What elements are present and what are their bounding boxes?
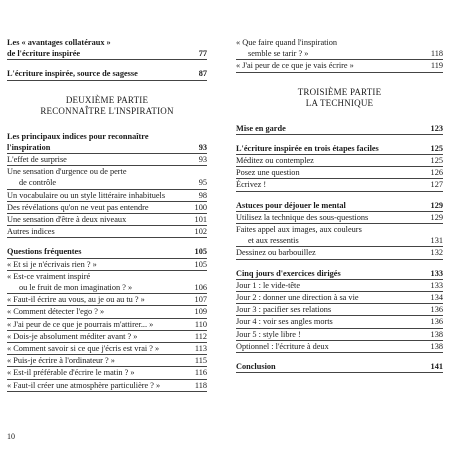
toc-entry-page: 100 (194, 202, 207, 212)
toc-entry-page: 125 (430, 143, 443, 153)
toc-entry (236, 155, 443, 166)
toc-entry-title: « Que faire quand l'inspiration (236, 38, 338, 47)
toc-entry-page: 102 (194, 227, 207, 237)
toc-chapter-entry (7, 68, 207, 79)
toc-entry (7, 355, 207, 366)
toc-entry-page: 131 (430, 236, 443, 246)
spacer (7, 238, 207, 246)
toc-entry-page: 133 (430, 268, 443, 278)
toc-entry (236, 280, 443, 291)
toc-entry-title: L'écriture inspirée en trois étapes faciles (236, 143, 379, 153)
toc-entry-title: Jour 2 : donner une direction à sa vie (236, 293, 359, 303)
toc-entry-title: semble se tarir ? » (248, 49, 309, 59)
toc-entry (7, 259, 207, 270)
toc-entry (7, 294, 207, 305)
toc-entry (236, 224, 443, 235)
toc-entry (236, 329, 443, 340)
toc-entry-page: 126 (430, 168, 443, 178)
part-heading: TROISIÈME PARTIE (297, 86, 382, 97)
toc-entry (7, 177, 207, 188)
toc-entry-title: « Comment détecter l'ego ? » (7, 307, 105, 317)
toc-entry (236, 212, 443, 223)
toc-chapter-entry (7, 142, 207, 153)
toc-entry-title: L'effet de surprise (7, 155, 67, 165)
toc-entry-page: 118 (430, 49, 443, 59)
toc-entry-page: 138 (430, 341, 443, 351)
toc-entry (7, 214, 207, 225)
part-heading: DEUXIÈME PARTIE (65, 94, 149, 105)
toc-entry-page: 113 (194, 344, 207, 354)
toc-chapter-entry (236, 361, 443, 372)
toc-entry-title: ou le fruit de mon imagination ? » (19, 283, 133, 293)
toc-entry-page: 141 (430, 362, 443, 372)
toc-entry-page: 77 (198, 49, 207, 59)
toc-left-column (7, 37, 207, 392)
toc-entry (236, 60, 443, 71)
toc-entry-title: de contrôle (19, 178, 57, 188)
toc-entry (7, 380, 207, 391)
toc-entry-title: Jour 1 : le vide-tête (236, 280, 301, 290)
toc-entry-title: l'inspiration (7, 142, 51, 152)
toc-entry-title: Questions fréquentes (7, 247, 82, 257)
toc-entry (236, 37, 443, 48)
spacer (236, 260, 443, 268)
toc-entry (236, 247, 443, 258)
toc-entry-title: « Comment savoir si ce que j'écris est vrai ? » (7, 344, 160, 354)
toc-entry-page: 119 (430, 61, 443, 71)
toc-entry-title: Jour 3 : pacifier ses relations (236, 305, 332, 315)
toc-entry-page: 132 (430, 248, 443, 258)
spacer (7, 60, 207, 68)
toc-chapter-entry (236, 200, 443, 211)
toc-entry-title: Jour 5 : style libre ! (236, 329, 301, 339)
toc-entry-page: 115 (194, 356, 207, 366)
toc-chapter-entry (236, 143, 443, 154)
toc-entry-title: « J'ai peur de ce que je vais écrire » (236, 61, 354, 71)
toc-entry (7, 166, 207, 177)
toc-entry (7, 367, 207, 378)
toc-entry-title: Autres indices (7, 227, 55, 237)
toc-entry-title: et aux ressentis (248, 236, 299, 246)
toc-entry-title: Optionnel : l'écriture à deux (236, 341, 329, 351)
toc-entry-title: de l'écriture inspirée (7, 49, 81, 59)
toc-entry-title: Astuces pour déjouer le mental (236, 200, 346, 210)
toc-entry-title: Conclusion (236, 362, 276, 372)
toc-entry-page: 112 (194, 331, 207, 341)
toc-entry (236, 48, 443, 59)
toc-entry-title: Les principaux indices pour reconnaître (7, 131, 149, 141)
toc-entry (236, 235, 443, 246)
toc-entry-page: 87 (198, 69, 207, 79)
spacer (236, 73, 443, 87)
toc-entry (7, 271, 207, 282)
part-heading: LA TECHNIQUE (305, 97, 374, 108)
toc-entry-title: « Est-il préférable d'écrire le matin ? » (7, 368, 135, 378)
toc-entry-page: 133 (430, 280, 443, 290)
toc-entry-page: 106 (194, 283, 207, 293)
toc-right-column (236, 37, 443, 373)
toc-entry (236, 304, 443, 315)
toc-entry-title: « Puis-je écrire à l'ordinateur ? » (7, 356, 115, 366)
toc-chapter-entry (7, 48, 207, 59)
toc-entry-page: 95 (198, 178, 207, 188)
toc-entry-page: 118 (194, 380, 207, 390)
toc-entry (236, 179, 443, 190)
toc-entry-title: Posez une question (236, 168, 300, 178)
spacer (236, 109, 443, 123)
toc-entry-page: 110 (194, 319, 207, 329)
toc-rule (7, 391, 207, 392)
toc-chapter-entry (7, 246, 207, 257)
toc-entry (7, 282, 207, 293)
toc-entry (7, 343, 207, 354)
toc-entry-title: L'écriture inspirée, source de sagesse (7, 69, 138, 79)
toc-entry-page: 129 (430, 200, 443, 210)
toc-entry-page: 107 (194, 295, 207, 305)
spacer (236, 353, 443, 361)
toc-entry-page: 123 (430, 123, 443, 133)
spacer (7, 81, 207, 95)
toc-entry-title: Jour 4 : voir ses angles morts (236, 317, 333, 327)
toc-entry (7, 202, 207, 213)
toc-entry-title: Méditez ou contemplez (236, 156, 314, 166)
toc-entry (7, 154, 207, 165)
toc-chapter-entry (236, 123, 443, 134)
toc-entry (236, 316, 443, 327)
toc-entry (236, 167, 443, 178)
toc-entry-page: 129 (430, 212, 443, 222)
toc-entry (7, 306, 207, 317)
toc-chapter-entry (236, 268, 443, 279)
toc-entry-title: Dessinez ou barbouillez (236, 248, 316, 258)
toc-entry-title: « J'ai peur de ce que je pourrais m'attirer... » (7, 319, 154, 329)
toc-entry-page: 136 (430, 317, 443, 327)
toc-entry-title: « Dois-je absolument méditer avant ? » (7, 331, 138, 341)
spacer (7, 117, 207, 131)
toc-entry-title: Mise en garde (236, 123, 286, 133)
toc-entry-title: Cinq jours d'exercices dirigés (236, 268, 341, 278)
toc-entry-title: « Faut-il créer une atmosphère particulière ? » (7, 380, 161, 390)
toc-entry-title: Écrivez ! (236, 180, 267, 190)
toc-entry-page: 93 (198, 155, 207, 165)
toc-entry (7, 226, 207, 237)
toc-entry-title: « Faut-il écrire au vous, au je ou au tu ? » (7, 295, 145, 305)
toc-entry-page: 138 (430, 329, 443, 339)
toc-entry (7, 319, 207, 330)
toc-entry-title: Une sensation d'être à deux niveaux (7, 215, 127, 225)
toc-chapter-entry (7, 131, 207, 142)
toc-entry-title: « Est-ce vraiment inspiré (7, 271, 91, 281)
toc-entry-page: 127 (430, 180, 443, 190)
toc-entry (236, 341, 443, 352)
toc-entry-page: 125 (430, 156, 443, 166)
toc-entry-page: 101 (194, 215, 207, 225)
toc-entry-page: 98 (198, 190, 207, 200)
spacer (236, 192, 443, 200)
toc-rule (236, 372, 443, 373)
toc-entry-page: 105 (194, 247, 207, 257)
part-heading: RECONNAÎTRE L'INSPIRATION (40, 105, 174, 116)
toc-entry-title: Faites appel aux images, aux couleurs (236, 225, 362, 235)
toc-entry-title: Une sensation d'urgence ou de perte (7, 167, 127, 177)
toc-entry-title: Utilisez la technique des sous-questions (236, 212, 369, 222)
toc-entry-title: Les « avantages collatéraux » (7, 38, 111, 47)
toc-entry-page: 116 (194, 368, 207, 378)
toc-entry-page: 109 (194, 307, 207, 317)
toc-entry (7, 331, 207, 342)
toc-entry (7, 190, 207, 201)
spacer (236, 135, 443, 143)
toc-entry-title: Un vocabulaire ou un style littéraire inhabituels (7, 190, 166, 200)
toc-entry-page: 105 (194, 259, 207, 269)
toc-entry-title: Des révélations qu'on ne veut pas entendre (7, 202, 149, 212)
toc-entry-title: « Et si je n'écrivais rien ? » (7, 259, 97, 269)
toc-entry-page: 93 (198, 142, 207, 152)
page-number: 10 (7, 432, 15, 441)
toc-chapter-entry (7, 37, 207, 48)
toc-entry-page: 134 (430, 293, 443, 303)
toc-entry (236, 292, 443, 303)
toc-entry-page: 136 (430, 305, 443, 315)
